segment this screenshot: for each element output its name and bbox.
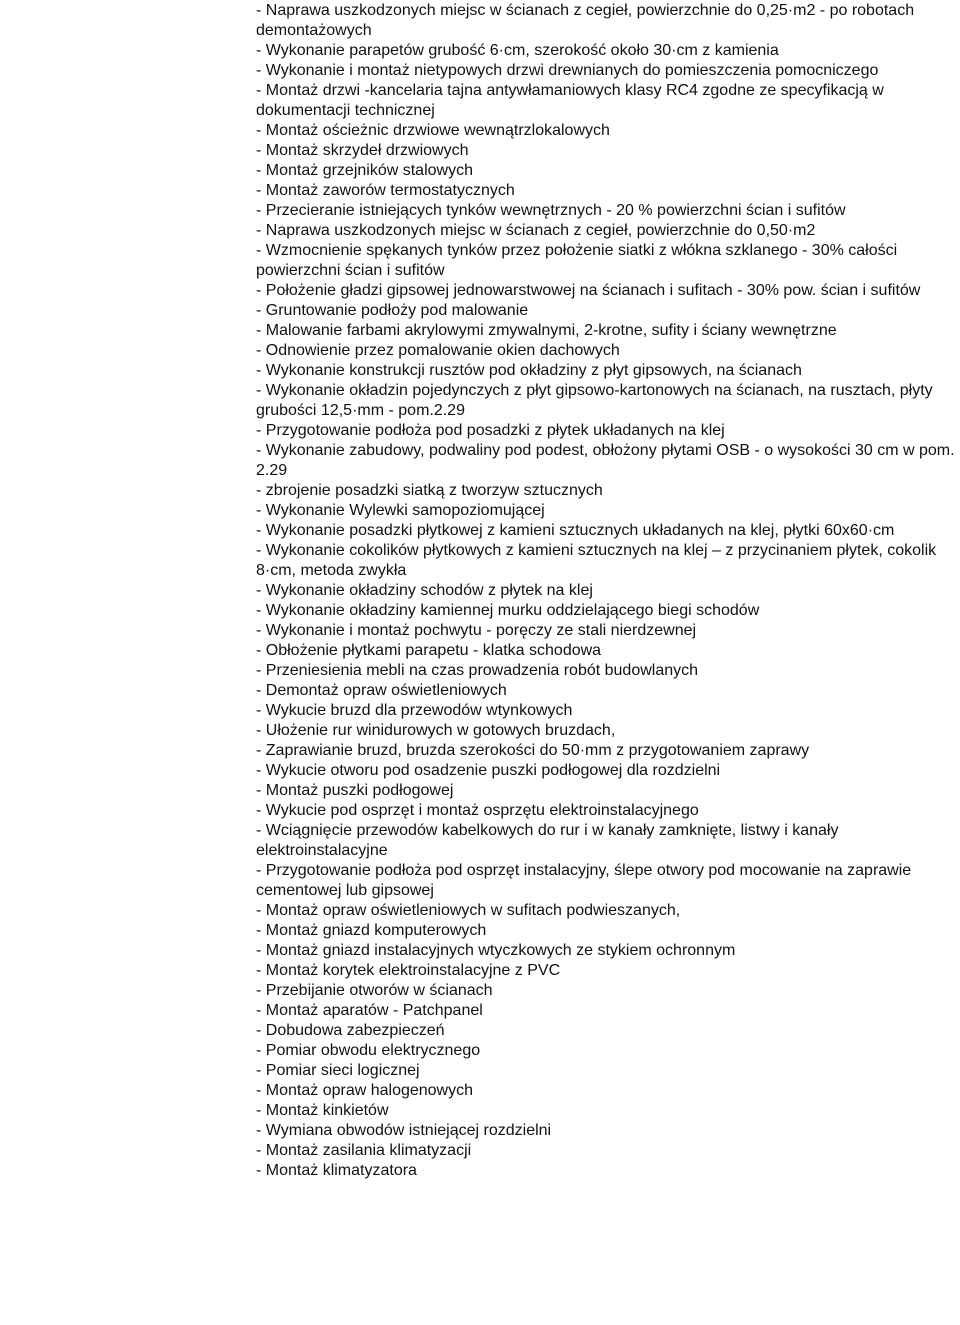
list-item: - Wykucie otworu pod osadzenie puszki podłogowej dla rozdzielni <box>256 762 721 779</box>
list-item: - Wykonanie okładziny kamiennej murku oddzielającego biegi schodów <box>256 602 760 619</box>
list-item: - Montaż grzejników stalowych <box>256 162 473 179</box>
list-item: - Wykonanie parapetów grubość 6·cm, szerokość około 30·cm z kamienia <box>256 42 779 59</box>
list-item: - Demontaż opraw oświetleniowych <box>256 682 507 699</box>
list-item: - Montaż aparatów - Patchpanel <box>256 1002 483 1019</box>
list-item: - Naprawa uszkodzonych miejsc w ścianach z cegieł, powierzchnie do 0,50·m2 <box>256 222 816 239</box>
list-item: - zbrojenie posadzki siatką z tworzyw sztucznych <box>256 482 603 499</box>
list-item: - Montaż kinkietów <box>256 1102 389 1119</box>
list-item: - Przygotowanie podłoża pod osprzęt instalacyjny, ślepe otwory pod mocowanie na zaprawie cementowej lub gipsowej <box>256 862 912 899</box>
list-item: - Wykonanie i montaż nietypowych drzwi drewnianych do pomieszczenia pomocniczego <box>256 62 879 79</box>
list-item: - Wykucie pod osprzęt i montaż osprzętu elektroinstalacyjnego <box>256 802 699 819</box>
list-item: - Naprawa uszkodzonych miejsc w ścianach z cegieł, powierzchnie do 0,25·m2 - po robotach demontażowych <box>256 2 915 39</box>
list-item: - Wykonanie posadzki płytkowej z kamieni sztucznych układanych na klej, płytki 60x60·cm <box>256 522 895 539</box>
list-item: - Obłożenie płytkami parapetu - klatka schodowa <box>256 642 602 659</box>
list-item: - Wciągnięcie przewodów kabelkowych do rur i w kanały zamknięte, listwy i kanały elektroinstalacyjne <box>256 822 839 859</box>
list-item: - Montaż klimatyzatora <box>256 1162 417 1179</box>
list-item: - Wykonanie okładziny schodów z płytek na klej <box>256 582 593 599</box>
list-item: - Montaż opraw halogenowych <box>256 1082 474 1099</box>
list-item: - Malowanie farbami akrylowymi zmywalnymi, 2-krotne, sufity i ściany wewnętrzne <box>256 322 837 339</box>
list-item: - Położenie gładzi gipsowej jednowarstwowej na ścianach i sufitach - 30% pow. ścian i sufitów <box>256 282 921 299</box>
list-item: - Montaż opraw oświetleniowych w sufitach podwieszanych, <box>256 902 681 919</box>
list-item: - Montaż gniazd komputerowych <box>256 922 487 939</box>
list-item: - Przeniesienia mebli na czas prowadzenia robót budowlanych <box>256 662 699 679</box>
list-item: - Montaż zaworów termostatycznych <box>256 182 515 199</box>
list-item: - Pomiar obwodu elektrycznego <box>256 1042 481 1059</box>
list-item: - Przecieranie istniejących tynków wewnętrznych - 20 % powierzchni ścian i sufitów <box>256 202 846 219</box>
list-item: - Odnowienie przez pomalowanie okien dachowych <box>256 342 620 359</box>
list-item: - Wykonanie okładzin pojedynczych z płyt gipsowo-kartonowych na ścianach, na rusztach, płyty grubości 12,5·mm - pom.2.29 <box>256 382 933 419</box>
list-item: - Montaż gniazd instalacyjnych wtyczkowych ze stykiem ochronnym <box>256 942 736 959</box>
list-item: - Wymiana obwodów istniejącej rozdzielni <box>256 1122 552 1139</box>
list-item: - Wykonanie Wylewki samopoziomującej <box>256 502 545 519</box>
list-item: - Zaprawianie bruzd, bruzda szerokości do 50·mm z przygotowaniem zaprawy <box>256 742 810 759</box>
list-item: - Ułożenie rur winidurowych w gotowych bruzdach, <box>256 722 616 739</box>
list-item: - Montaż zasilania klimatyzacji <box>256 1142 472 1159</box>
list-item: - Wykonanie konstrukcji rusztów pod okładziny z płyt gipsowych, na ścianach <box>256 362 802 379</box>
list-item: - Montaż puszki podłogowej <box>256 782 454 799</box>
list-item: - Dobudowa zabezpieczeń <box>256 1022 445 1039</box>
list-item: - Montaż korytek elektroinstalacyjne z PVC <box>256 962 561 979</box>
list-item: - Przebijanie otworów w ścianach <box>256 982 493 999</box>
list-item: - Montaż skrzydeł drzwiowych <box>256 142 469 159</box>
work-items-list <box>256 1 956 1181</box>
list-item: - Montaż ościeżnic drzwiowe wewnątrzlokalowych <box>256 122 610 139</box>
list-item: - Wykonanie i montaż pochwytu - poręczy ze stali nierdzewnej <box>256 622 697 639</box>
list-item: - Wykonanie zabudowy, podwaliny pod podest, obłożony płytami OSB - o wysokości 30 cm w pom. 2.29 <box>256 442 955 479</box>
list-item: - Wzmocnienie spękanych tynków przez położenie siatki z włókna szklanego - 30% całości powierzchni ścian i sufitów <box>256 242 898 279</box>
list-item: - Montaż drzwi -kancelaria tajna antywłamaniowych klasy RC4 zgodne ze specyfikacją w dokumentacji technicznej <box>256 82 884 119</box>
list-item: - Przygotowanie podłoża pod posadzki z płytek układanych na klej <box>256 422 725 439</box>
list-item: - Wykucie bruzd dla przewodów wtynkowych <box>256 702 573 719</box>
list-item: - Gruntowanie podłoży pod malowanie <box>256 302 529 319</box>
list-item: - Wykonanie cokolików płytkowych z kamieni sztucznych na klej – z przycinaniem płytek, cokolik 8·cm, metoda zwykła <box>256 542 937 579</box>
list-item: - Pomiar sieci logicznej <box>256 1062 420 1079</box>
